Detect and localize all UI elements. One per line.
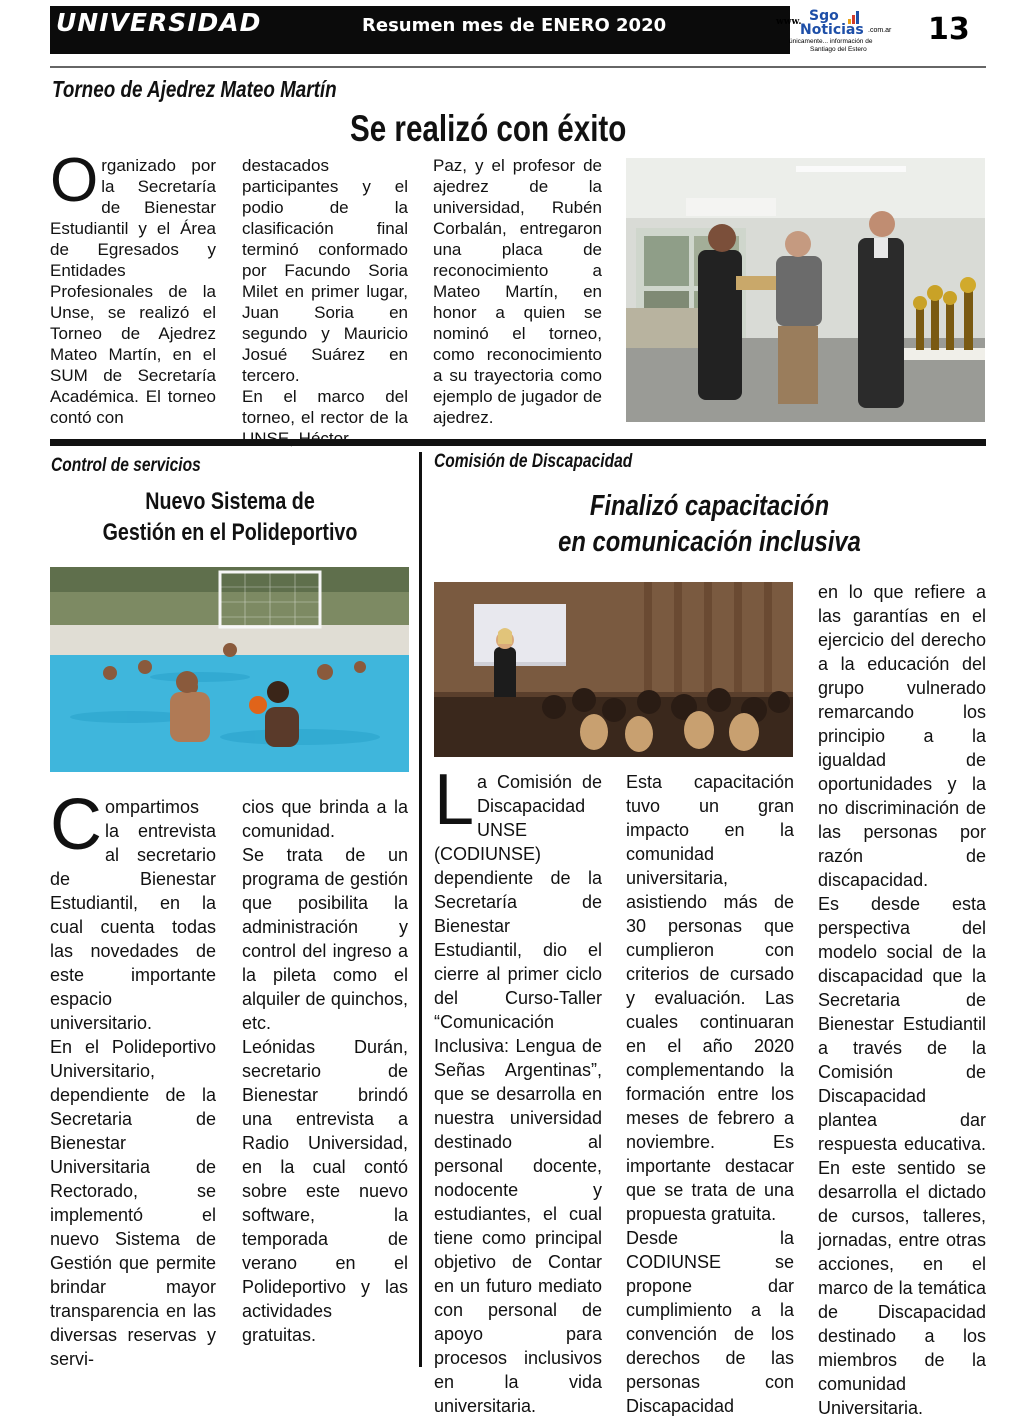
article3-headline-line1: Finalizó capacitación [589,490,830,522]
article3-col3b-text: Es desde esta perspectiva del modelo social de la discapacidad que la Secretaria de Bienestar Estudiantil a través de la Comisión de Discapacidad plantea dar respuesta educativa. En este sentido se desarrolla el dictado de cursos, talleres, jornadas, entre otras acciones, en el marco de la temática de Discapacidad destinado a los miembros de la comunidad Universitaria. [818,894,986,1418]
article3-col2b-text: Desde la CODIUNSE se propone dar cumplimiento a la convención de los derechos de las personas con Discapacidad [626,1228,794,1416]
chess-award-photo-graphic [626,158,985,422]
page-number: 13 [928,12,970,47]
article1-column-1 [50,146,216,428]
training-session-photo [434,582,793,757]
issue-label: Resumen mes de ENERO 2020 [362,15,667,36]
article1-headline: Se realizó con éxito [350,108,627,149]
article3-column-3 [818,580,986,1420]
header-rule [50,66,986,68]
article2-col2c-text: Leónidas Durán, secretario de Bienestar brindó una entrevista a Radio Universidad, en la cual contó sobre este nuevo software, la temporada de verano en el Polideportivo y las actividades gratuitas. [242,1037,408,1345]
logo-tagline-2: Santiago del Estero [810,46,867,53]
article3-column-1 [434,760,602,1418]
article3-kicker: Comisión de Discapacidad [434,451,633,472]
logo-brand-top: Sgo [809,8,839,24]
article2-column-2 [242,795,408,1347]
sgo-noticias-logo [776,8,894,56]
article2-dropcap: C [50,785,102,865]
article2-headline-line1: Nuevo Sistema de [145,488,315,515]
article1-col3-text: Paz, y el profesor de ajedrez de la universidad, Rubén Corbalán, entregaron una placa de reconocimiento a Mateo Martín, en honor a quien se nominó el torneo, como reconocimiento a su trayectoria como ejemplo de jugador de ajedrez. [433,156,602,427]
article1-col2-text: destacados participantes y el podio de la clasificación final terminó conformado por Facundo Soria Milet en primer lugar, Juan Soria en segundo y Mauricio Josué Suárez en tercero. [242,156,408,385]
article2-column-1 [50,785,216,1371]
article3-headline-line2: en comunicación inclusiva [558,526,861,558]
article1-col2b-text: En el marco del torneo, el rector de la [242,387,408,427]
article3-dropcap: L [434,760,475,840]
article3-col3a-text: en lo que refiere a las garantías en el ejercicio del derecho a la educación del grupo vulnerado remarcando los principio a la igualdad de oportunidades y la no discriminación de las personas por razón de discapacidad. [818,582,986,890]
section-divider [50,439,986,446]
article1-column-3 [433,155,602,428]
article1-col1-text: rganizado por la Secretaría de Bienestar Estudiantil y el Área de Egresados y Entidades Profesionales de la Unse, se realizó el Torneo de Ajedrez Mateo Martín, en el SUM de Secretaría Académica. El torneo contó con [50,156,216,427]
article2-headline [50,486,410,548]
article3-column-2 [626,770,794,1418]
article2-col1a-text: ompartimos la entrevista al secretario de Bienestar Estudiantil, en la cual cuenta todas las novedades de este importante espacio universitario. [50,797,216,1033]
logo-tagline: únicamente... información de [789,38,873,45]
logo-suffix: .com.ar [868,27,892,34]
article2-col2b-text: Se trata de un programa de gestión que posibilita la administración y control del ingreso a la pileta como el alquiler de quinchos, etc. [242,845,408,1033]
article3-col2a-text: Esta capacitación tuvo un gran impacto en la comunidad universitaria, asistiendo más de 30 personas que cumplieron con criterios de cursado y evaluación. Las cuales continuaran en el año 2020 complementando la formación entre los meses de febrero a noviembre. Es importante destacar que se trata de una propuesta gratuita. [626,772,794,1224]
article2-col1b-text: En el Polideportivo Universitario, dependiente de la Secretaria de Bienestar Universitaria de Rectorado, se implementó el nuevo Sistema de Gestión que permite brindar mayor transparencia en las diversas reservas y servi- [50,1037,216,1369]
article2-col2a-text: cios que brinda a la comunidad. [242,797,408,841]
article3-col1-text: a Comisión de Discapacidad UNSE (CODIUNSE) dependiente de la Secretaría de Bienestar Estudiantil, dio el cierre al primer ciclo del Curso-Taller “Comunicación Inclusiva: Lengua de Señas Argentinas”, que se desarrolla en nuestra universidad destinado al personal docente, nodocente y estudiantes, el cual tiene como principal objetivo de Contar en un futuro mediato con personal de apoyo para procesos inclusivos en la vida universitaria. [434,772,602,1416]
logo-brand-bottom: Noticias [800,22,864,38]
article2-kicker: Control de servicios [51,455,201,476]
article2-headline-line2: Gestión en el Polideportivo [102,519,358,546]
section-title: UNIVERSIDAD [56,8,262,37]
article1-kicker: Torneo de Ajedrez Mateo Martín [52,76,337,102]
pool-photo-graphic [50,567,409,772]
logo-prefix: www. [776,17,802,27]
column-divider [419,452,422,1367]
article1-dropcap: O [50,146,99,215]
chess-award-photo [626,158,985,422]
article1-column-2 [242,155,408,449]
pool-photo [50,567,409,772]
article3-headline [433,488,986,560]
training-session-photo-graphic [434,582,793,757]
